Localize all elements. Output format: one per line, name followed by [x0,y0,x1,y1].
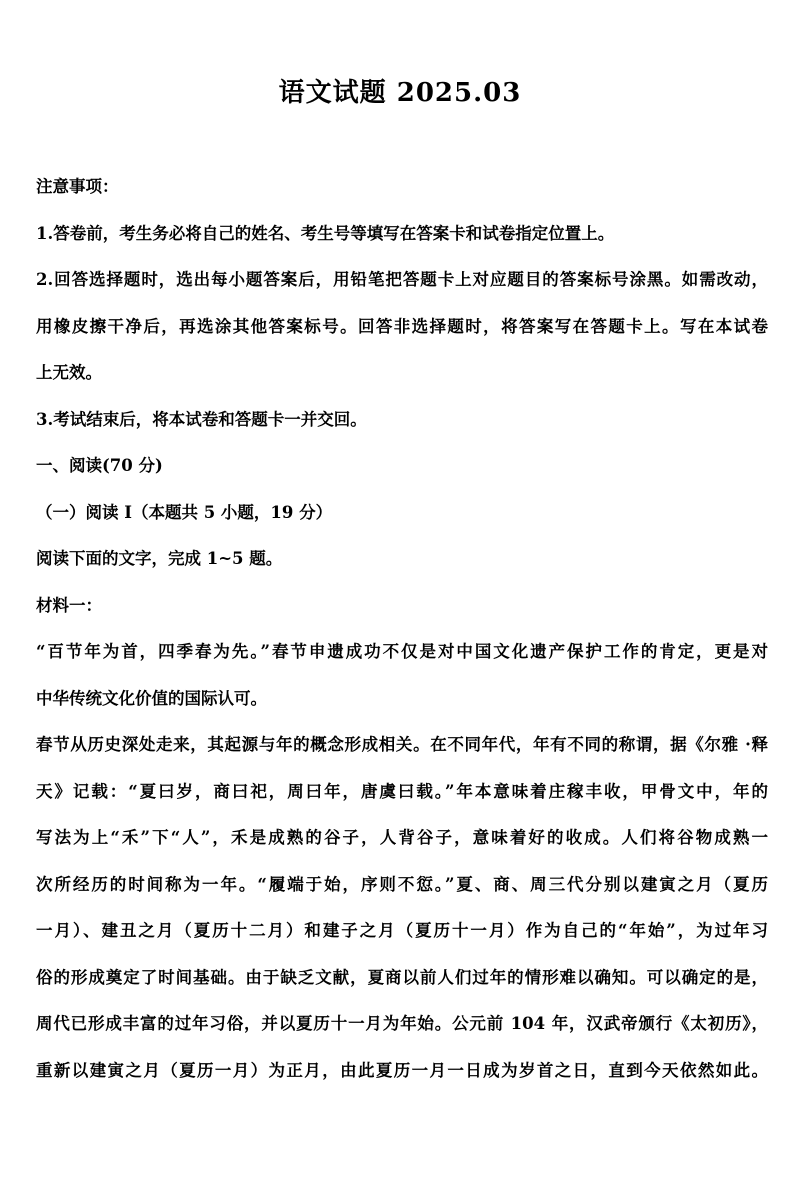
section-heading: 一、阅读(70 分) [36,456,163,475]
paragraph-1-line-2: 中华传统文化价值的国际认可。 [36,688,267,708]
page-title: 语文试题 2025.03 [278,78,522,108]
paragraph-1-line-1: “百节年为首，四季春为先。”春节申遗成功不仅是对中国文化遗产保护工作的肯定，更是对 [36,642,768,661]
notice-heading: 注意事项： [36,177,119,196]
paragraph-2-line-7: 周代已形成丰富的过年习俗，并以夏历十一月为年始。公元前 104 年，汉武帝颁行《太初历》， [36,1014,768,1033]
material-heading: 材料一： [36,595,102,615]
notice-item-2-line-2: 用橡皮擦干净后，再选涂其他答案标号。回答非选择题时，将答案写在答题卡上。写在本试卷 [36,316,768,336]
paragraph-2-line-8: 重新以建寅之月（夏历一月）为正月，由此夏历一月一日成为岁首之日，直到今天依然如此。 [36,1060,768,1080]
subsection-heading: （一）阅读 I（本题共 5 小题，19 分） [36,502,333,522]
paragraph-2-line-1: 春节从历史深处走来，其起源与年的概念形成相关。在不同年代，年有不同的称谓，据《尔雅 ·释 [36,735,768,754]
paragraph-2-line-6: 俗的形成奠定了时间基础。由于缺乏文献，夏商以前人们过年的情形难以确知。可以确定的是， [36,967,768,987]
paragraph-2-line-3: 写法为上“禾”下“人”，禾是成熟的谷子，人背谷子，意味着好的收成。人们将谷物成熟一 [36,828,768,847]
paragraph-2-line-2: 天》记载：“夏曰岁，商曰祀，周曰年，唐虞曰载。”年本意味着庄稼丰收，甲骨文中，年的 [36,781,768,801]
paragraph-2-line-5: 一月）、建丑之月（夏历十二月）和建子之月（夏历十一月）作为自己的“年始”，为过年习 [36,921,768,940]
document-body [36,171,768,1101]
paragraph-2-line-4: 次所经历的时间称为一年。“履端于始，序则不愆。”夏、商、周三代分别以建寅之月（夏历 [36,874,768,894]
notice-item-3: 3.考试结束后，将本试卷和答题卡一并交回。 [36,409,367,429]
notice-item-1: 1.答卷前，考生务必将自己的姓名、考生号等填写在答案卡和试卷指定位置上。 [36,223,615,243]
notice-item-2-line-1: 2.回答选择题时，选出每小题答案后，用铅笔把答题卡上对应题目的答案标号涂黑。如需改动， [36,270,768,289]
reading-instruction: 阅读下面的文字，完成 1~5 题。 [36,549,283,568]
notice-item-2-line-3: 上无效。 [36,363,102,382]
